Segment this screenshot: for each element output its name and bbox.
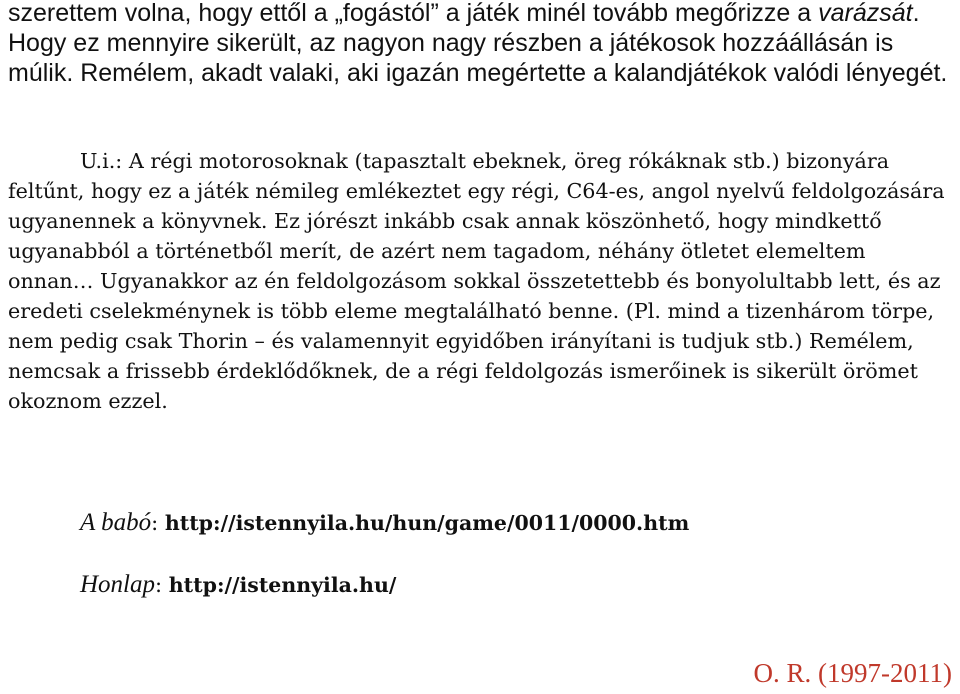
game-link-separator: : xyxy=(151,511,165,535)
homepage-link-separator: : xyxy=(155,573,169,597)
intro-italic-word: varázsát xyxy=(818,0,913,27)
game-link-row xyxy=(80,508,689,538)
intro-paragraph xyxy=(8,0,953,88)
intro-text-part1: szerettem volna, hogy ettől a „fogástól” a játék minél tovább megőrizze a xyxy=(8,0,819,27)
game-link-url[interactable]: http://istennyila.hu/hun/game/0011/0000.htm xyxy=(164,511,690,535)
homepage-link-url[interactable]: http://istennyila.hu/ xyxy=(168,573,397,597)
postscript-paragraph xyxy=(8,146,956,416)
postscript-text: U.i.: A régi motorosoknak (tapasztalt ebeknek, öreg rókáknak stb.) bizonyára feltűnt, hogy ez a játék némileg emlékeztet egy régi, C64-es, angol nyelvű feldolgozására ugyanennek a könyvnek. Ez jórészt inkább csak annak köszönhető, hogy mindkettő ugyanabból a történetből merít, de azért nem tagadom, néhány ötletet elemeltem onnan… Ugyanakkor az én feldolgozásom sokkal összetettebb és bonyolultabb lett, és az eredeti cselekménynek is több eleme megtalálható benne. (Pl. mind a tizenhárom törpe, nem pedig csak Thorin – és valamennyit egyidőben irányítani is tudjuk stb.) Remélem, nemcsak a frissebb érdeklődőknek, de a régi feldolgozás ismerőinek is sikerült örömet okoznom ezzel. xyxy=(8,149,945,413)
homepage-link-label: Honlap xyxy=(80,571,155,598)
game-link-label: A babó xyxy=(80,509,152,536)
homepage-link-row xyxy=(80,570,396,600)
author-signature: O. R. (1997-2011) xyxy=(753,658,952,688)
intro-text-part2: . Hogy ez mennyire sikerült, az nagyon nagy részben a játékosok hozzáállásán is múlik. Remélem, akadt valaki, aki igazán megértette a kalandjátékok valódi lényegét. xyxy=(8,0,948,87)
